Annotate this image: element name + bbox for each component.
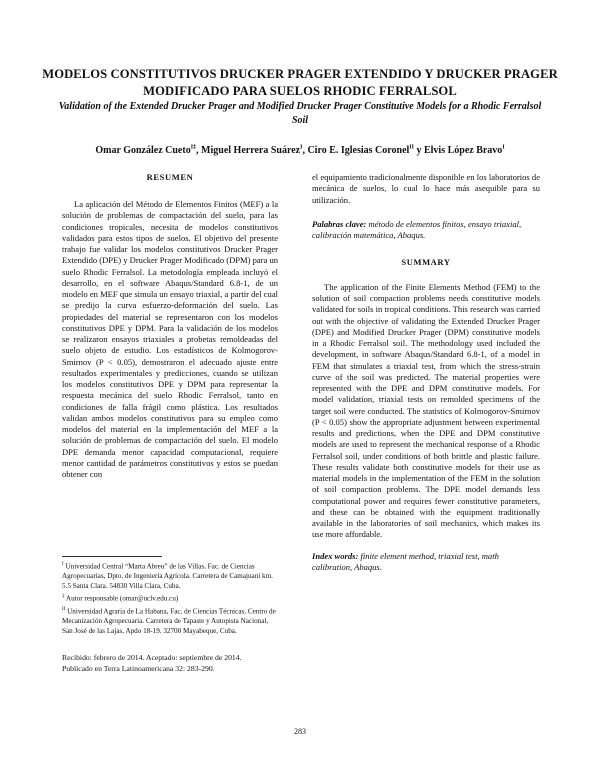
author-name: Ciro E. Iglesias Coronel: [307, 145, 410, 157]
palabras-clave: [312, 219, 540, 242]
footnote-mark: II: [62, 606, 66, 612]
author-separator: ,: [196, 145, 202, 157]
left-column: [62, 172, 278, 480]
footnote-text: Autor responsable (omar@uclv.edu.cu): [65, 594, 179, 603]
author-name: Elvis López Bravo: [423, 145, 503, 157]
received-accepted: Recibido: febrero de 2014. Aceptado: septiembre de 2014.: [62, 653, 242, 662]
author: [201, 145, 307, 156]
author-affiliation-mark: II: [409, 145, 414, 151]
summary-text: The application of the Finite Elements Method (FEM) to the solution of soil compaction problems needs constitutive models validated for soils in tropical conditions. This research was carried out with the objective of validating the Extended Drucker Prager (DPE) and Modified Drucker Prager (DPM) constitutive models in a Rhodic Ferralsol soil. The methodology used included the development, in software Abaqus/Standard 6.8-1, of a model in FEM that simulates a triaxial test, from which the stress-strain curve of the soil was predicted. The material properties were represented with the DPE and DPM constitutive models. For model validation, triaxial tests on remolded specimens of the target soil were conducted. The statistics of Kolmogorov-Smirnov (P < 0.05) show the appropriate adjustment between experimental results and predictions, when the DPE and DPM constitutive models are used to represent the mechanical response of a Rhodic Ferralsol soil, under conditions of both brittle and plastic failure. These results validate both constitutive models for their use as material models in the implementation of the FEM in the solution of soil compaction problems. The DPE model demands less computational power and requires fewer constitutive parameters, and these can be obtained with the equipment traditionally available in the laboratories of soil mechanics, which makes its use more affordable.: [312, 281, 540, 540]
title-english: Validation of the Extended Drucker Prager and Modified Drucker Prager Constitutive Models for a Rhodic Ferralsol Soil: [58, 101, 542, 126]
published-in: Publicado en Terra Latinoamericana 32: 283-290.: [62, 663, 215, 673]
footnotes: [62, 560, 278, 637]
resumen-heading: RESUMEN: [146, 172, 194, 182]
footnote-mark: ‡: [62, 594, 65, 600]
author-affiliation-mark: I: [300, 145, 303, 151]
footnote: [62, 605, 278, 636]
author-name: Miguel Herrera Suárez: [201, 145, 301, 157]
footnote: [62, 592, 278, 603]
footnote-mark: I: [62, 562, 64, 567]
title-spanish: MODELOS CONSTITUTIVOS DRUCKER PRAGER EXTENDIDO Y DRUCKER PRAGER MODIFICADO PARA SUELOS RHODIC FERRALSOL: [42, 67, 558, 98]
resumen-continuation: el equipamiento tradicionalmente disponible en los laboratorios de mecánica de suelos, lo cual lo hace más asequible para su utilización.: [312, 172, 540, 205]
publication-dates: [62, 653, 292, 674]
author-separator: y: [413, 145, 424, 157]
palabras-clave-label: Palabras clave:: [312, 218, 367, 229]
author-affiliation-mark: I‡: [190, 145, 197, 151]
footnote: [62, 560, 278, 591]
author-list: [30, 145, 570, 156]
index-words-label: Index words:: [312, 550, 359, 561]
author-separator: ,: [302, 145, 308, 157]
summary-heading: SUMMARY: [401, 256, 451, 267]
palabras-clave-text: método de elementos finitos, ensayo triaxial, calibración matemática, Abaqus.: [312, 218, 522, 241]
index-words: [312, 551, 540, 574]
author: [307, 145, 424, 156]
footnote-divider: [62, 556, 162, 557]
resumen-text: La aplicación del Método de Elementos Finitos (MEF) a la solución de problemas de compactación del suelo, para las condiciones tropicales, necesita de modelos constitutivos validados para estos tipos de suelos. El objetivo del presente trabajo fue validar los modelos constitutivos Drucker Prager Extendido (DPE) y Drucker Prager Modificado (DPM) para un suelo Rhodic Ferralsol. La metodología empleada incluyó el desarrollo, en el software Abaqus/Standard 6.8-1, de un modelo en MEF que simula un ensayo triaxial, a partir del cual se predijo la curva esfuerzo-deformación del suelo. Las propiedades del material se representaron con los modelos constitutivos DPE y DPM. Para la validación de los modelos se realizaron ensayos triaxiales a probetas remoldeadas del suelo objeto de estudio. Los estadísticos de Kolmogorov-Smirnov (P < 0.05), demostraron el adecuado ajuste entre resultados experimentales y predicciones, cuando se utilizan los modelos constitutivos DPE y DPM para representar la respuesta mecánica del suelo Rhodic Ferralsol, tanto en condiciones de falla frágil como plástica. Los resultados validan ambos modelos constitutivos para su empleo como modelos del material en la implementación del MEF a la solución de problemas de compactación del suelo. El modelo DPE demanda menor capacidad computacional, requiere menor cantidad de parámetros constitutivos y estos se puedan obtener con: [62, 199, 278, 479]
page-number: 283: [294, 727, 306, 736]
author-affiliation-mark: I: [502, 145, 505, 151]
author: [424, 145, 505, 156]
footnote-text: Universidad Central “Marta Abreu” de las Villas, Fac. de Ciencias Agropecuarias, Dpto. de Ingeniería Agrícola. Carretera de Camajuaní km. 5.5 Santa Clara. 54830 Villa Clara, Cuba.: [62, 562, 273, 591]
right-column: [312, 172, 540, 574]
author-name: Omar González Cueto: [95, 145, 191, 157]
footnote-text: Universidad Agraria de La Habana, Fac. de Ciencias Técnicas, Centro de Mecanización Agropecuaria. Carretera de Tapaste y Autopista Nacional, San José de las Lajas, Apdo 18-19. 32700 Mayabeque, Cuba.: [62, 607, 276, 636]
author: [95, 145, 201, 156]
index-words-text: finite element method, triaxial test, math calibration, Abaqus.: [312, 550, 499, 572]
